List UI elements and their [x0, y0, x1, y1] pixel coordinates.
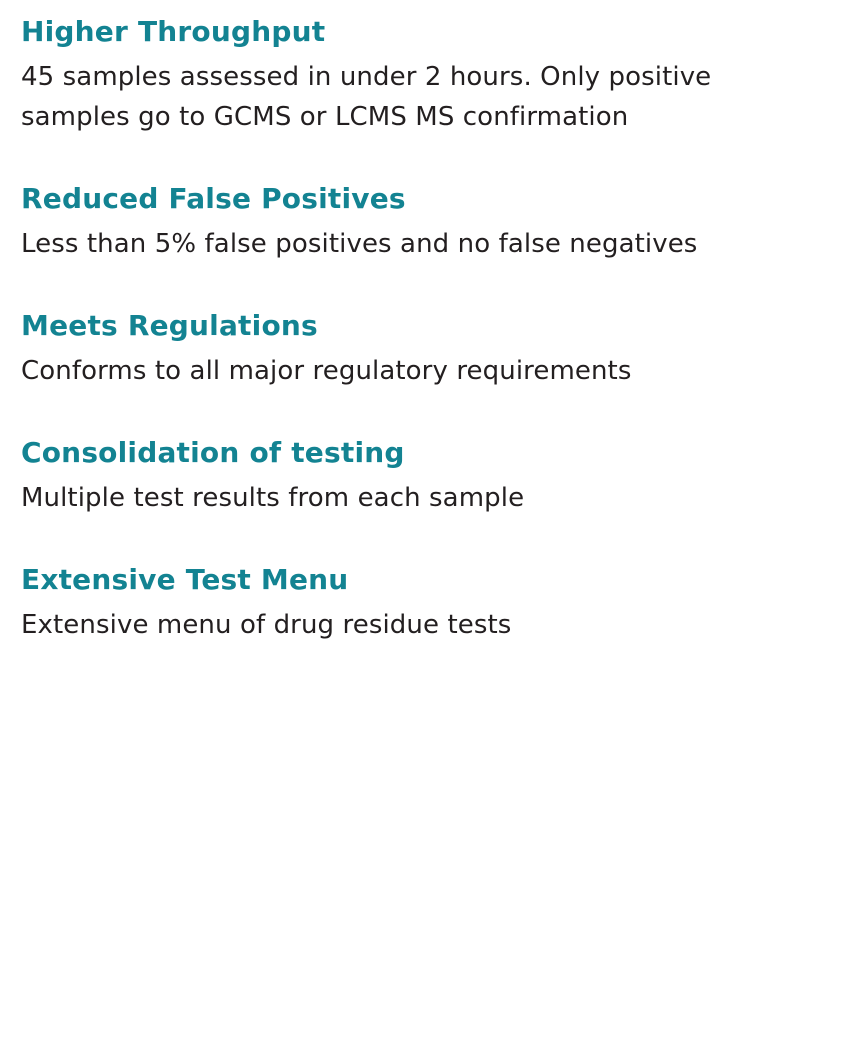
feature-extensive-test-menu: [21, 560, 821, 645]
feature-description: Conforms to all major regulatory requirements: [21, 356, 632, 386]
feature-consolidation-of-testing: [21, 433, 821, 518]
feature-title: Meets Regulations: [21, 309, 318, 342]
feature-description: Extensive menu of drug residue tests: [21, 610, 512, 640]
feature-title: Consolidation of testing: [21, 436, 405, 469]
feature-reduced-false-positives: [21, 179, 821, 264]
feature-description: Less than 5% false positives and no false negatives: [21, 229, 698, 259]
feature-description: Multiple test results from each sample: [21, 483, 525, 513]
feature-description: 45 samples assessed in under 2 hours. Only positive samples go to GCMS or LCMS MS confirmation: [21, 62, 712, 132]
feature-title: Higher Throughput: [21, 15, 326, 48]
feature-meets-regulations: [21, 306, 821, 391]
feature-higher-throughput: [21, 12, 821, 137]
feature-title: Reduced False Positives: [21, 182, 406, 215]
feature-list: [21, 12, 821, 687]
feature-title: Extensive Test Menu: [21, 563, 349, 596]
